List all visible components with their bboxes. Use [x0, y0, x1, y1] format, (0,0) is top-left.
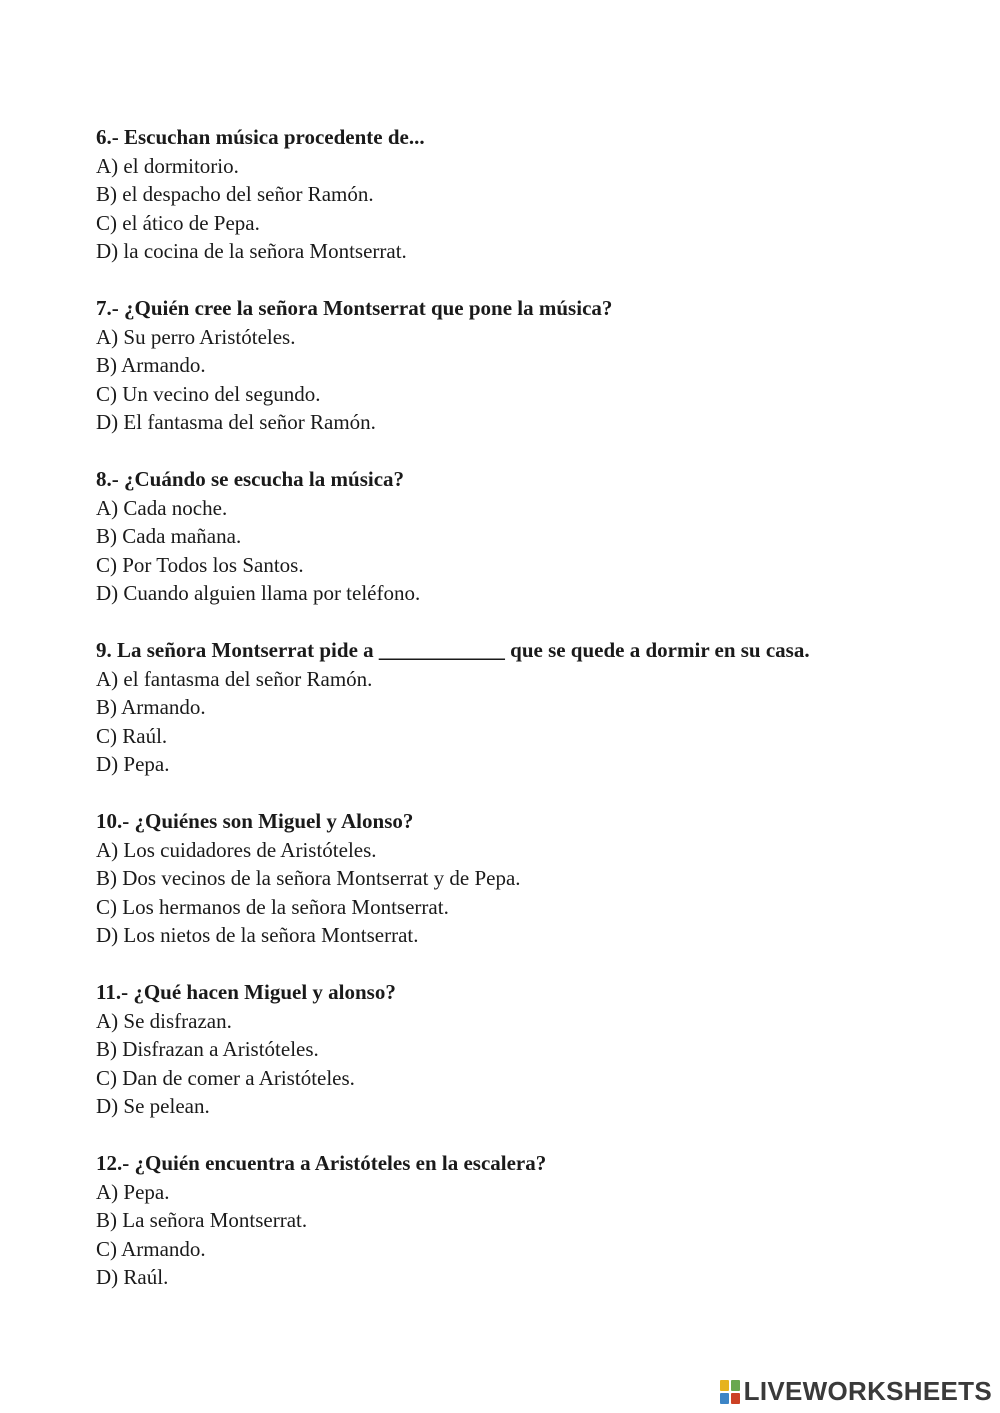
- logo-square: [720, 1380, 729, 1391]
- option-b[interactable]: B) Cada mañana.: [96, 524, 242, 548]
- option-c[interactable]: C) Un vecino del segundo.: [96, 381, 321, 406]
- option-a[interactable]: A) el fantasma del señor Ramón.: [96, 666, 373, 691]
- question-9: [96, 636, 904, 779]
- option-b[interactable]: B) Disfrazan a Aristóteles.: [96, 1037, 319, 1061]
- question-8: [96, 465, 904, 608]
- option-a[interactable]: A) Los cuidadores de Aristóteles.: [96, 837, 377, 862]
- option-c[interactable]: C) Dan de comer a Aristóteles.: [96, 1065, 355, 1090]
- option-d[interactable]: D) Cuando alguien llama por teléfono.: [96, 581, 421, 605]
- liveworksheets-watermark: [720, 1376, 992, 1407]
- option-a[interactable]: A) Cada noche.: [96, 495, 228, 520]
- question-title: 9. La señora Montserrat pide a ____________ que se quede a dormir en su casa.: [96, 638, 810, 662]
- option-a[interactable]: A) Pepa.: [96, 1179, 170, 1204]
- liveworksheets-logo-icon: [720, 1380, 740, 1404]
- question-12: [96, 1149, 904, 1292]
- question-6: [96, 123, 904, 266]
- option-d[interactable]: D) Se pelean.: [96, 1094, 210, 1118]
- worksheet-page: [96, 123, 904, 1320]
- option-b[interactable]: B) Armando.: [96, 353, 206, 377]
- option-c[interactable]: C) Por Todos los Santos.: [96, 552, 304, 577]
- option-d[interactable]: D) Raúl.: [96, 1265, 169, 1289]
- question-10: [96, 807, 904, 950]
- option-c[interactable]: C) Armando.: [96, 1236, 206, 1261]
- logo-square: [731, 1380, 740, 1391]
- option-d[interactable]: D) Los nietos de la señora Montserrat.: [96, 923, 419, 947]
- question-title: 8.- ¿Cuándo se escucha la música?: [96, 467, 405, 491]
- question-title: 6.- Escuchan música procedente de...: [96, 125, 425, 149]
- option-d[interactable]: D) Pepa.: [96, 752, 170, 776]
- logo-square: [731, 1393, 740, 1404]
- option-b[interactable]: B) Dos vecinos de la señora Montserrat y de Pepa.: [96, 866, 521, 890]
- option-b[interactable]: B) Armando.: [96, 695, 206, 719]
- question-title: 11.- ¿Qué hacen Miguel y alonso?: [96, 980, 396, 1004]
- option-c[interactable]: C) Los hermanos de la señora Montserrat.: [96, 894, 449, 919]
- liveworksheets-wordmark: LIVEWORKSHEETS: [743, 1376, 992, 1406]
- option-c[interactable]: C) el ático de Pepa.: [96, 210, 260, 235]
- option-c[interactable]: C) Raúl.: [96, 723, 168, 748]
- question-7: [96, 294, 904, 437]
- question-11: [96, 978, 904, 1121]
- question-title: 12.- ¿Quién encuentra a Aristóteles en la escalera?: [96, 1151, 547, 1175]
- question-title: 7.- ¿Quién cree la señora Montserrat que pone la música?: [96, 296, 613, 320]
- option-a[interactable]: A) Su perro Aristóteles.: [96, 324, 296, 349]
- option-b[interactable]: B) el despacho del señor Ramón.: [96, 182, 374, 206]
- option-a[interactable]: A) el dormitorio.: [96, 153, 239, 178]
- option-d[interactable]: D) El fantasma del señor Ramón.: [96, 410, 376, 434]
- logo-square: [720, 1393, 729, 1404]
- option-a[interactable]: A) Se disfrazan.: [96, 1008, 232, 1033]
- question-title: 10.- ¿Quiénes son Miguel y Alonso?: [96, 809, 414, 833]
- option-b[interactable]: B) La señora Montserrat.: [96, 1208, 308, 1232]
- option-d[interactable]: D) la cocina de la señora Montserrat.: [96, 239, 407, 263]
